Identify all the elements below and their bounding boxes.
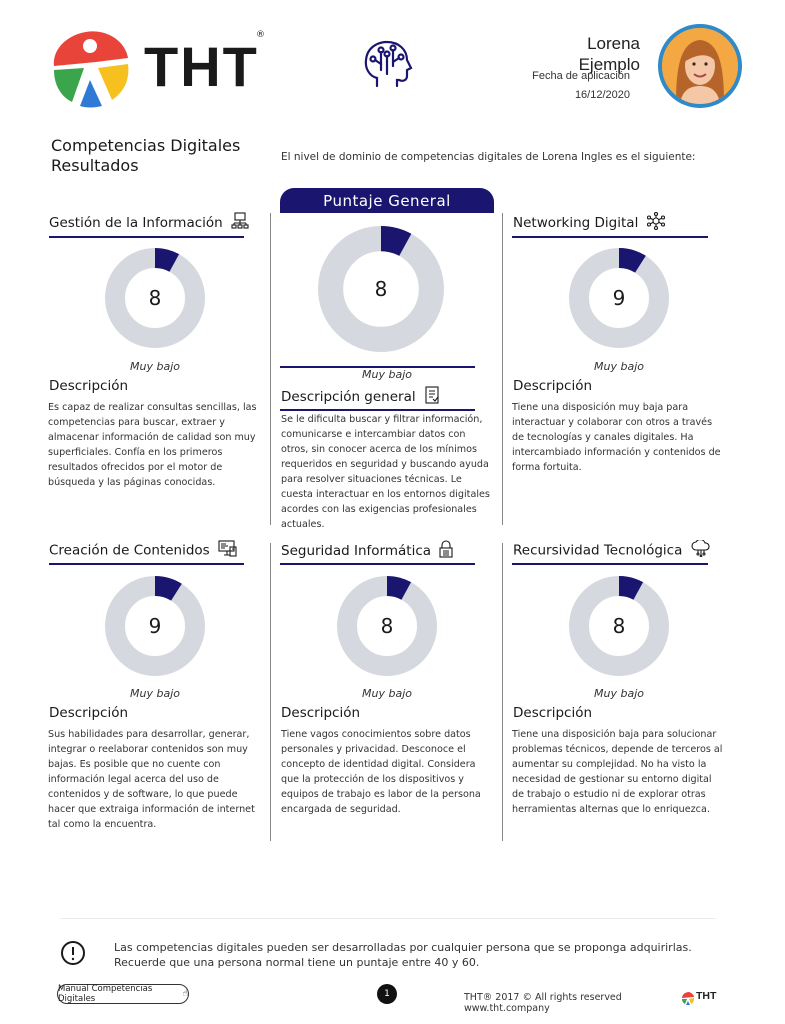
competency-title xyxy=(49,212,249,234)
tht-logo-mark-icon xyxy=(50,28,140,108)
alert-icon xyxy=(60,940,86,966)
apply-date: 16/12/2020 xyxy=(574,89,630,101)
competency-desc: Tiene vagos conocimientos sobre datos personales y privacidad. Desconoce el concepto de identidad digital. Considera que la protección de los dispositivos y equipos de trabajo es labor de la persona encargada de seguridad. xyxy=(281,729,481,815)
competency-level: Muy bajo xyxy=(594,360,644,373)
apply-date-label: Fecha de aplicación xyxy=(532,70,630,82)
tht-mini-logo-icon xyxy=(682,992,695,1005)
competency-donut xyxy=(337,576,437,676)
competency-donut xyxy=(569,248,669,348)
competency-title xyxy=(513,212,665,234)
competency-underline xyxy=(49,236,244,238)
competency-desc: Sus habilidades para desarrollar, generar, integrar o reelaborar contenidos son muy bajas. Es posible que no cuente con información legal acerca del uso de contenidos y de software, lo que puede hacer que extraiga información de internet tal como la encuentra. xyxy=(48,729,255,830)
general-score-donut xyxy=(318,226,444,352)
general-score-tab: Puntaje General xyxy=(280,188,494,213)
competency-underline xyxy=(280,563,475,565)
competency-score: 8 xyxy=(380,614,394,638)
cloud-network-icon xyxy=(691,540,711,561)
competency-donut xyxy=(105,576,205,676)
footer-divider xyxy=(60,918,716,919)
manual-link-button[interactable] xyxy=(57,984,189,1004)
avatar xyxy=(658,24,742,108)
competency-score: 8 xyxy=(612,614,626,638)
footer-brand: THT xyxy=(696,990,717,1002)
competency-title xyxy=(49,540,237,561)
registered-mark: ® xyxy=(256,30,265,40)
footer-logo xyxy=(682,990,718,1004)
competency-desc: Tiene una disposición muy baja para interactuar y colaborar con otros a través de tecnologías y canales digitales. Ha intercambiado información y contenidos de forma fortuita. xyxy=(512,402,721,473)
manual-link-label: Manual Competencias Digitales xyxy=(58,984,153,1004)
competency-level: Muy bajo xyxy=(130,360,180,373)
intro-text: El nivel de dominio de competencias digitales de Lorena Ingles es el siguiente: xyxy=(281,151,696,163)
competency-underline xyxy=(512,563,708,565)
competency-title-text: Networking Digital xyxy=(513,215,639,231)
brain-circuit-icon xyxy=(357,36,415,94)
user-last-name: Ejemplo xyxy=(578,55,640,74)
general-level: Muy bajo xyxy=(362,368,412,381)
competency-desc: Tiene una disposición baja para solucionar problemas técnicos, depende de terceros al aumentar su complejidad. No ha visto la necesidad de gestionar su entorno digital de trabajo o estudio ni de explorar otras herramientas alternas que lo enriquezca. xyxy=(512,729,723,815)
general-desc-underline xyxy=(280,409,475,411)
pointer-hand-icon: ☝ xyxy=(182,989,188,999)
competency-underline xyxy=(49,563,244,565)
competency-score: 9 xyxy=(612,286,626,310)
competency-title-text: Creación de Contenidos xyxy=(49,542,210,559)
competency-desc-title: Descripción xyxy=(513,705,593,721)
competency-desc-title: Descripción xyxy=(281,705,361,721)
competency-level: Muy bajo xyxy=(594,687,644,700)
competency-desc: Es capaz de realizar consultas sencillas, las competencias para buscar, extraer y almacenar información de calidad son muy superficiales. Confía en los primeros resultados ofrecidos por el motor de búsqueda y las páginas conocidas. xyxy=(48,402,257,488)
competency-donut xyxy=(569,576,669,676)
general-desc-title-text: Descripción general xyxy=(281,389,416,405)
network-nodes-icon xyxy=(647,212,665,234)
network-computers-icon xyxy=(231,212,249,234)
page-number: 1 xyxy=(377,984,397,1004)
monitor-content-icon xyxy=(218,540,237,561)
competency-score: 8 xyxy=(148,286,162,310)
competency-desc-title: Descripción xyxy=(513,378,593,394)
competency-underline xyxy=(512,236,708,238)
competency-title xyxy=(513,540,711,561)
competency-donut xyxy=(105,248,205,348)
user-first-name: Lorena xyxy=(587,34,640,53)
document-icon xyxy=(424,386,440,408)
competency-title-text: Recursividad Tecnológica xyxy=(513,542,683,559)
competency-level: Muy bajo xyxy=(130,687,180,700)
competency-title xyxy=(281,540,453,562)
competency-level: Muy bajo xyxy=(362,687,412,700)
competency-score: 9 xyxy=(148,614,162,638)
copyright-text: THT® 2017 © All rights reserved www.tht.company xyxy=(464,992,622,1014)
brand-name: THT xyxy=(144,35,259,98)
competency-desc-title: Descripción xyxy=(49,378,129,394)
general-desc-title xyxy=(281,386,440,408)
footer-note: Las competencias digitales pueden ser desarrolladas por cualquier persona que se proponga adquirirlas. Recuerde que una persona normal tiene un puntaje entre 40 y 60. xyxy=(114,941,692,969)
general-desc: Se le dificulta buscar y filtrar información, comunicarse e intercambiar datos con otros, sin conocer acerca de los mínimos requeridos en seguridad y buscando ayuda para resolver situaciones técnicas. Le cuesta interactuar en los entornos digitales acordes con las exigencias profesionales actuales. xyxy=(281,414,490,530)
competency-title-text: Seguridad Informática xyxy=(281,543,432,559)
column-divider xyxy=(502,543,503,841)
tht-logo xyxy=(50,28,265,108)
report-title: Competencias Digitales Resultados xyxy=(51,136,241,175)
column-divider xyxy=(502,213,503,525)
column-divider xyxy=(270,213,271,525)
general-score-value: 8 xyxy=(374,277,388,301)
competency-title-text: Gestión de la Información xyxy=(49,215,223,231)
competency-desc-title: Descripción xyxy=(49,705,129,721)
column-divider xyxy=(270,543,271,841)
padlock-icon xyxy=(439,540,453,562)
